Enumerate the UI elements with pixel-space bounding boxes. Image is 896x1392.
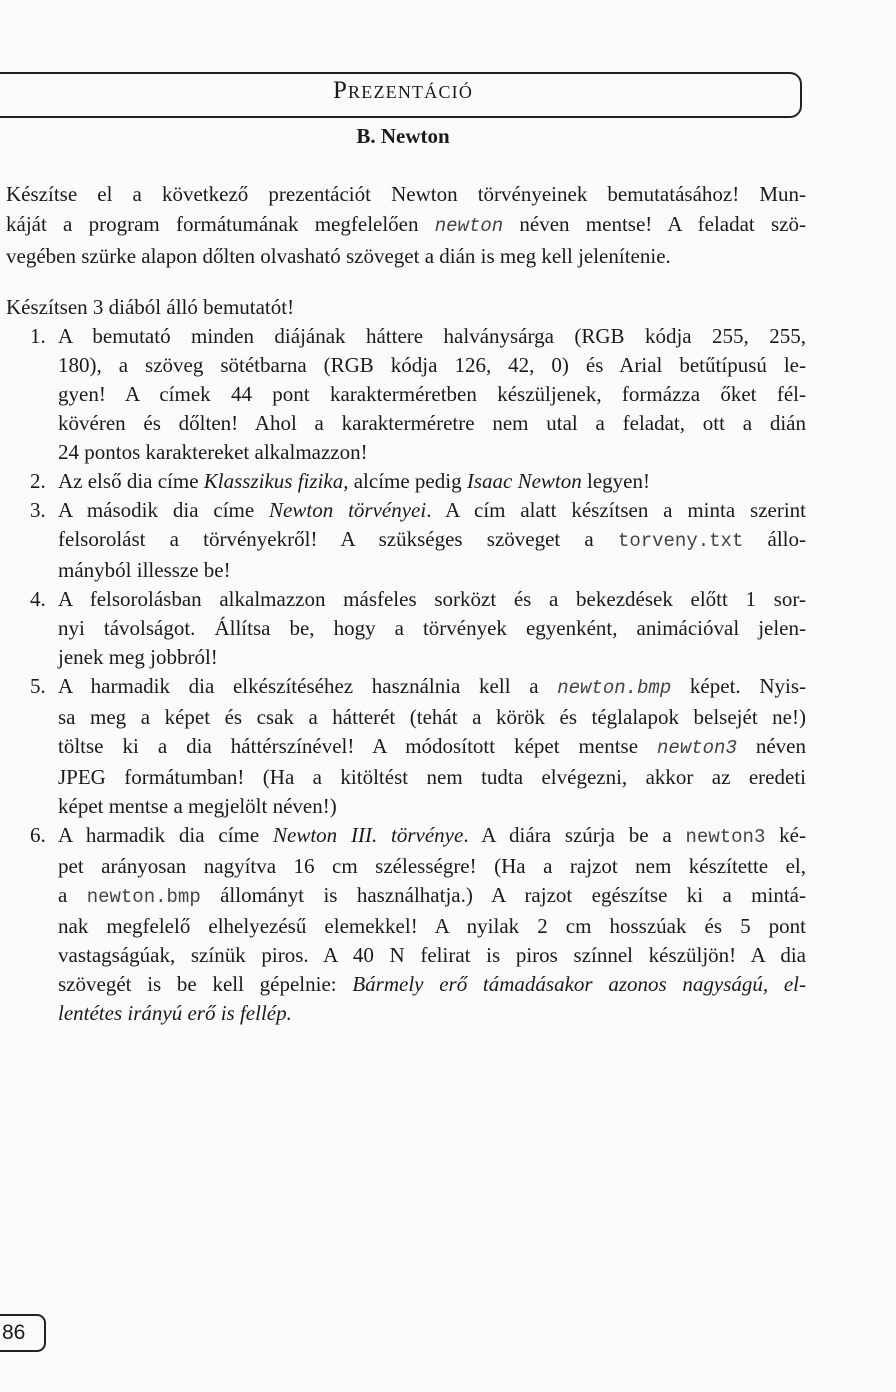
item-line: sa meg a képet és csak a hátterét (tehát a körök és téglalapok belsejét ne!) — [58, 705, 806, 729]
item-line: mányból illessze be! — [58, 558, 231, 582]
item-line: nyi távolságot. Állítsa be, hogy a törvények egyenként, animációval jelen- — [58, 616, 806, 640]
item-line: A harmadik dia címe Newton III. törvénye. A diára szúrja be a newton3 ké- — [58, 823, 806, 848]
section-title: Prezentáció — [332, 77, 474, 104]
item-line: szövegét is be kell gépelnie: Bármely erő támadásakor azonos nagyságú, el- — [58, 972, 806, 996]
filename: torveny.txt — [617, 530, 744, 552]
filename: newton.bmp — [557, 677, 672, 699]
item-line: töltse ki a dia háttérszínével! A módosított képet mentse newton3 néven — [58, 734, 806, 759]
item-number: 3. — [30, 498, 46, 522]
item-number: 4. — [30, 587, 46, 611]
list-item — [0, 467, 806, 496]
task-list — [0, 322, 806, 1028]
intro-line: káját a program formátumának megfelelően newton néven mentse! A feladat szö- — [6, 212, 806, 237]
item-line: 180), a szöveg sötétbarna (RGB kódja 126, 42, 0) és Arial betűtípusú le- — [58, 353, 806, 377]
item-number: 6. — [30, 823, 46, 847]
list-item — [0, 672, 806, 821]
page-number: 86 — [0, 1314, 46, 1352]
item-line: vastagságúak, színük piros. A 40 N felirat is piros színnel készüljön! A dia — [58, 943, 806, 967]
filename: newton3 — [685, 826, 766, 848]
item-line: A felsorolásban alkalmazzon másfeles sorközt és a bekezdések előtt 1 sor- — [58, 587, 806, 611]
item-line: pet arányosan nagyítva 16 cm szélességre! (Ha a rajzot nem készítette el, — [58, 854, 806, 878]
item-line: kövéren és dőlten! Ahol a karakterméretre nem utal a feladat, ott a dián — [58, 411, 806, 435]
lead-sentence: Készítsen 3 diából álló bemutatót! — [6, 295, 295, 319]
item-line: Az első dia címe Klasszikus fizika, alcíme pedig Isaac Newton legyen! — [58, 469, 650, 493]
item-line: A bemutató minden diájának háttere halványsárga (RGB kódja 255, 255, — [58, 324, 806, 348]
item-line: a newton.bmp állományt is használhatja.) A rajzot egészítse ki a mintá- — [58, 883, 806, 908]
item-line: JPEG formátumban! (Ha a kitöltést nem tudta elvégezni, akkor az eredeti — [58, 765, 806, 789]
list-item — [0, 322, 806, 467]
item-number: 1. — [30, 324, 46, 348]
list-item — [0, 821, 806, 1028]
item-line: A második dia címe Newton törvényei. A cím alatt készítsen a minta szerint — [58, 498, 806, 522]
filename: newton.bmp — [86, 886, 201, 908]
item-line: nak megfelelő elhelyezésű elemekkel! A nyilak 2 cm hosszúak és 5 pont — [58, 914, 806, 938]
intro-line: vegében szürke alapon dőlten olvasható szöveget a dián is meg kell jelenítenie. — [6, 244, 671, 268]
item-line: felsorolást a törvényekről! A szükséges szöveget a torveny.txt állo- — [58, 527, 806, 552]
item-number: 2. — [30, 469, 46, 493]
filename: newton — [434, 215, 504, 237]
list-item — [0, 496, 806, 585]
item-line: gyen! A címek 44 pont karakterméretben készüljenek, formázza őket fél- — [58, 382, 806, 406]
item-line: lentétes irányú erő is fellép. — [58, 1001, 292, 1025]
item-number: 5. — [30, 674, 46, 698]
intro-line: Készítse el a következő prezentációt Newton törvényeinek bemutatásához! Mun- — [6, 182, 806, 206]
list-item — [0, 585, 806, 672]
item-line: jenek meg jobbról! — [58, 645, 218, 669]
intro-paragraph — [6, 179, 806, 271]
item-line: 24 pontos karaktereket alkalmazzon! — [58, 440, 368, 464]
item-line: A harmadik dia elkészítéséhez használnia kell a newton.bmp képet. Nyis- — [58, 674, 806, 699]
task-subtitle: B. Newton — [356, 124, 450, 148]
item-line: képet mentse a megjelölt néven!) — [58, 794, 337, 818]
filename: newton3 — [657, 737, 737, 759]
